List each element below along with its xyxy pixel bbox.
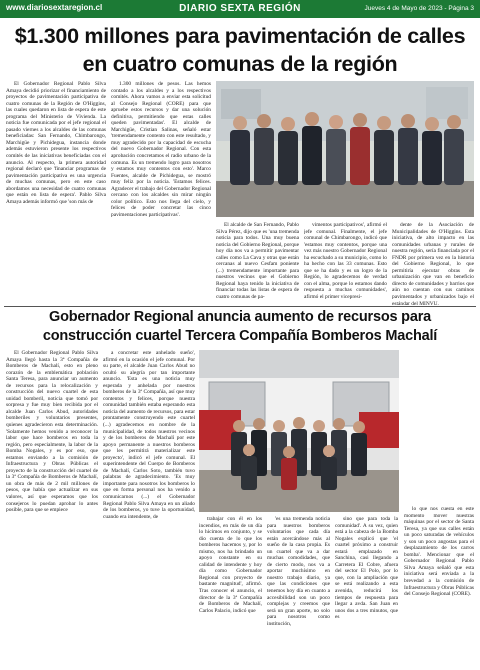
article1-column-2	[111, 81, 211, 305]
article2-caption-col-2	[267, 516, 330, 666]
article1-caption-col-1	[216, 222, 299, 306]
article2-column-1	[6, 350, 98, 666]
section-title: DIARIO SEXTA REGIÓN	[179, 3, 301, 14]
article1-caption2-text: vimentos participativos', afirmó el jefe comunal. Finalmente, el jefe comunal de Chimbarongo, indicó que 'estamos muy contentos, porque una vez más nuestro Gobernador Regional ha escuchado a su municipio, como lo ha hecho con las 33 comunas. Esto que se ha dado y es un logro de la Región, lo agradecemos de verdad con el alma, porque lo estamos dando respuesta a muchas comunidades', afirmó el primer vicepresi-	[304, 222, 387, 301]
article2-photo	[199, 350, 399, 512]
article1-headline: $1.300 millones para pavimentación de calles en cuatro comunas de la región	[14, 24, 466, 76]
article1-caption-col-2	[304, 222, 387, 306]
article1-col2-text: 1.300 millones de pesos. Las hemos contado a los alcaldes y a los respectivos comités. Ahora vamos a enviar esta solicitud al Consejo Regional (CORE) para que apruebe estos recursos y dar una solución definitiva, permitiendo que estas calles queden pavimentadas'. El alcalde de Marchigüe, Cristian Salinas, señaló estar 'tremendamente contento con este resultado, y muy agradecido por la capacidad de escucha del nuevo Gobernador Regional. Con esta aprobación concretamos el radio urbano de la comuna. Es un tremendo logro para nosotros y estamos muy contentos con esto'. Marco Fuentes, alcalde de Pichidegua, se mostró muy feliz por la noticia. 'Estamos felices. Agradecer el trabajo del Gobernador Regional cercano con los alcaldes sin mirar ningún color político. Esto nos llega del cielo, y felices de poder concretar las cinco pavimentaciones participativas'.	[111, 81, 211, 218]
issue-date: Jueves 4 de Mayo de 2023 - Página 3	[364, 5, 474, 12]
article2-column-2	[103, 350, 195, 666]
article2-col1-text: El Gobernador Regional Pablo Silva Amaya llegó hasta la 3ª Compañía de Bomberos de Machalí, esto en pleno corazón de la emblemática población Santa Teresa, para anunciar un aumento de recursos para la relocalización y construcción del nuevo cuartel de esta unidad bomberil, noticia que tomó por sorpresa y fue muy bien recibida por el alcalde Juan Carlos Abud, autoridades bomberiles y voluntarios presentes, quienes agradecieron esta determinación. 'Solamente hemos venido a reconocer la labor que hace bomberos en toda la región, pero especialmente, la labor de la Bomba Nogales, y es por eso, que estamos enviando a la comisión de Infraestructura y Obras Públicas el proyecto de la construcción del cuartel de la 3ª Compañía de Bomberos de Machalí, un obra de más de 2 mil millones de pesos, que había que actualizar en sus valores, así que esperamos que los consejeros lo puedan aprobar lo antes posible, para que se empiece	[6, 350, 98, 514]
article2-right-text: lo que nos cuesta en este momento mover nuestras máquinas por el sector de Santa Teresa, ya que sus calles están un poco saturadas de vehículos y son un poco angostas para el desplazamiento de los carros bomba'. Mencionar que el Gobernador Regional Pablo Silva Amaya señaló que esta iniciativa será enviada a la brevedad a la comisión de Infraestructura y Obras Públicas del Consejo Regional (CORE).	[404, 506, 474, 598]
article1-caption-col-3	[392, 222, 474, 306]
article1-photo	[216, 81, 474, 217]
article1-col1-text: El Gobernador Regional Pablo Silva Amaya decidió priorizar el financiamiento de proyectos de pavimentación participativa de cuatro comunas de la Región de O'Higgins, las cuales quedaron en lista de espera de este programa del Ministerio de Vivienda. La noticia fue comunicada por el jefe regional el pasado viernes a los alcaldes de las comunas beneficiadas: San Fernando, Chimbarongo, Marchigüe y Pichidegua, instancia donde además estuvieron presente los respectivos comités de las iniciativas beneficiadas con el anuncio. Al respecto, la primera autoridad regional declaró que 'financiar programas de pavimentación participativa es una urgencia de muchas comunas, pero en este caso abordamos una necesidad de cuatro comunas que están en lista de espera'. Pablo Silva Amaya además informó que 'son más de	[6, 81, 106, 205]
article2-caption-col-1	[199, 516, 262, 666]
article2-column-right	[404, 506, 474, 666]
article2-caption2-text: 'es una tremenda noticia para nuestros bomberos voluntarios que cada día están acercándose más al sueño de la casa propia. Es un cuartel que va a dar muchas comodidades, que de cierto modo, nos va a aportar muchísimo en nuestro trabajo diario, ya que las condiciones que tenemos hoy día en cuanto a accesibilidad son un poco complejas y creemos que será un gran aporte, no solo para nosotros como institución,	[267, 516, 330, 627]
article-divider	[4, 306, 476, 307]
article1-caption1-text: El alcalde de San Fernando, Pablo Silva Pérez, dijo que es 'una tremenda noticia para todos. Una muy buena noticia del Gobierno Regional, porque hoy día nos va a permitir pavimentar calles como La Cava y otras que están cercanas al nuevo Cesfam poniente (...) tremendamente importante para nuestros vecinos que el Gobierno Regional haya tenido la iniciativa de financiar todas las listas de espera de cuatro comunas de pa-	[216, 222, 299, 301]
article1-caption3-text: dente de la Asociación de Municipalidades de O'Higgins. Esta iniciativa, de alto impacto en las comunidades urbanas y rurales de nuestra región, sería financiada por el FNDR por primera vez en la historia del Gobierno Regional, lo que permitiría ejecutar obras de urbanización que van en beneficio directo de comunidades y barrios que aún no cuentan con sus caminos pavimentados y urbanizados bajo el estándar del MINVU.	[392, 222, 474, 306]
page-header	[0, 0, 480, 18]
group-photo-officials	[216, 81, 474, 217]
article2-caption1-text: trabajar con él en los incendios, en más de un día lo hicimos en conjunto, y se dio cuenta de lo que los bomberos hacemos y, por lo mismo, nos ha brindado un apoyo constante en su calidad de intendente y hoy día como Gobernador Regional con proyecto de bastante magnitud', afirmó. Tras conocer el anuncio, el director de la 3ª Compañía de Bomberos de Machalí, Carlos Palacio, indicó que	[199, 516, 262, 614]
group-photo-firefighters	[199, 350, 399, 512]
article2-col2-text: a concretar este anhelado sueño', afirmó en la ocasión el jefe comunal. Por su parte, el alcalde Juan Carlos Abud no ocultó su alegría por tan importante anuncio. 'Esta es una noticia muy esperada y anhelada por nuestros bomberos de la 3ª Compañía, así que muy contentos y felices, porque nuestra comunidad también estaba esperando esta noticia del aumento de recursos, para estar prontamente construyendo este cuartel (...) agradecemos en nombre de la municipalidad, de todos nuestros vecinos y de los bomberos de Machalí por este apoyo permanente a nuestros bomberos que les permitirá materializar este proyecto', indicó el jefe comunal. El superintendente del Cuerpo de Bomberos de Machalí, Carlos Soto, también tuvo palabras de agradecimiento. 'Es muy importante para nosotros los bomberos lo que en forma personal nos ha venido a comunicarnos (...) el Gobernador Regional Pablo Silva Amaya en un aliado de los bomberos, yo tuve la oportunidad, cuando era intendente, de	[103, 350, 195, 520]
article1-column-1	[6, 81, 106, 305]
site-url[interactable]: www.diariosextaregion.cl	[6, 3, 103, 12]
article2-caption3-text: sino que para toda la comunidad'. A su vez, quien está a la cabeza de la Bomba Nogales explicó que 'el cuartel próximo a construir estará emplazado en Sanchina, casi llegando a Carretera El Cobre, afuera del sector El Polo, por lo que, con la ampliación que se está realizando a esta avenida, reducirá los tiempos de respuesta para llegar a avda. San Juan en unos dos a tres minutos, que es	[335, 516, 398, 621]
article2-headline: Gobernador Regional anuncia aumento de recursos para construcción cuartel Tercera Compañía Bomberos Machalí	[42, 309, 438, 344]
article2-caption-col-3	[335, 516, 398, 666]
